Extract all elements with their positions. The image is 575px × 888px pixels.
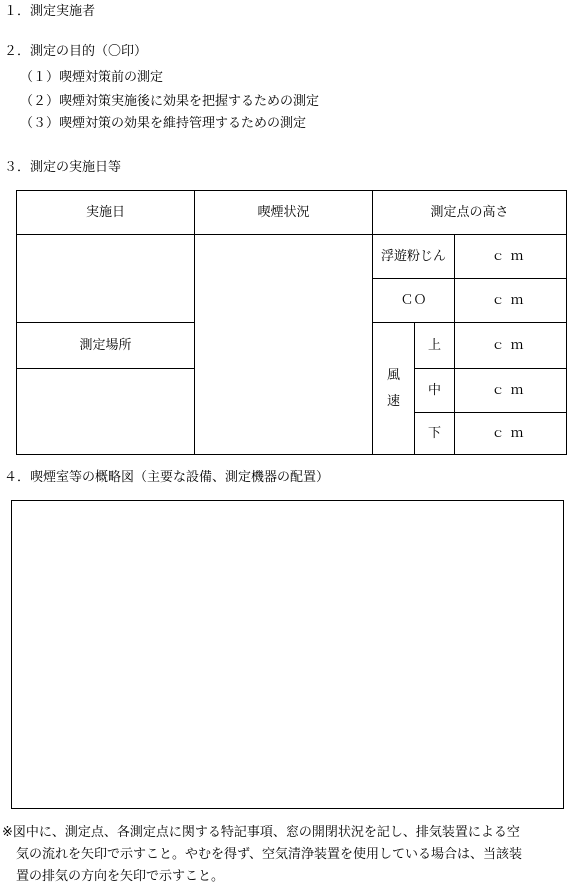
unit-label: ｃｍ xyxy=(491,248,530,264)
unit-label: ｃｍ xyxy=(491,292,530,308)
purpose-option-1: （１）喫煙対策前の測定 xyxy=(20,70,164,85)
speed-char: 速 xyxy=(386,393,400,409)
place-input-cell[interactable] xyxy=(17,369,195,455)
header-smoking-status: 喫煙状況 xyxy=(195,191,373,235)
measurement-table xyxy=(16,190,567,455)
wind-speed-label xyxy=(373,323,415,455)
header-measurement-height: 測定点の高さ xyxy=(373,191,567,235)
header-date: 実施日 xyxy=(17,191,195,235)
date-input-cell[interactable] xyxy=(17,235,195,323)
wind-middle-height-cell[interactable] xyxy=(455,369,567,413)
unit-label: ｃｍ xyxy=(491,382,530,398)
footnote-line-1: ※図中に、測定点、各測定点に関する特記事項、窓の開閉状況を記し、排気装置による空 xyxy=(2,825,520,840)
layout-diagram-area[interactable] xyxy=(11,500,564,809)
dust-height-cell[interactable] xyxy=(455,235,567,279)
wind-upper-label: 上 xyxy=(415,323,455,369)
co-height-cell[interactable] xyxy=(455,279,567,323)
dust-label: 浮遊粉じん xyxy=(373,235,455,279)
co-label: ＣＯ xyxy=(373,279,455,323)
smoking-status-input-cell[interactable] xyxy=(195,235,373,455)
place-label: 測定場所 xyxy=(17,323,195,369)
section4-title: ４．喫煙室等の概略図（主要な設備、測定機器の配置） xyxy=(4,470,330,485)
footnote xyxy=(2,822,574,888)
wind-lower-label: 下 xyxy=(415,413,455,455)
wind-upper-height-cell[interactable] xyxy=(455,323,567,369)
section3-title: ３．測定の実施日等 xyxy=(4,160,122,175)
footnote-line-3: 置の排気の方向を矢印で示すこと。 xyxy=(16,869,225,884)
wind-middle-label: 中 xyxy=(415,369,455,413)
unit-label: ｃｍ xyxy=(491,337,530,353)
purpose-option-2: （２）喫煙対策実施後に効果を把握するための測定 xyxy=(20,94,320,109)
section2-title: ２．測定の目的（〇印） xyxy=(4,44,148,59)
wind-lower-height-cell[interactable] xyxy=(455,413,567,455)
footnote-line-2: 気の流れを矢印で示すこと。やむを得ず、空気清浄装置を使用している場合は、当該装 xyxy=(16,847,522,862)
section1-title: １．測定実施者 xyxy=(4,4,96,19)
purpose-option-3: （３）喫煙対策の効果を維持管理するための測定 xyxy=(20,116,307,131)
unit-label: ｃｍ xyxy=(491,425,530,441)
wind-char: 風 xyxy=(386,367,400,383)
